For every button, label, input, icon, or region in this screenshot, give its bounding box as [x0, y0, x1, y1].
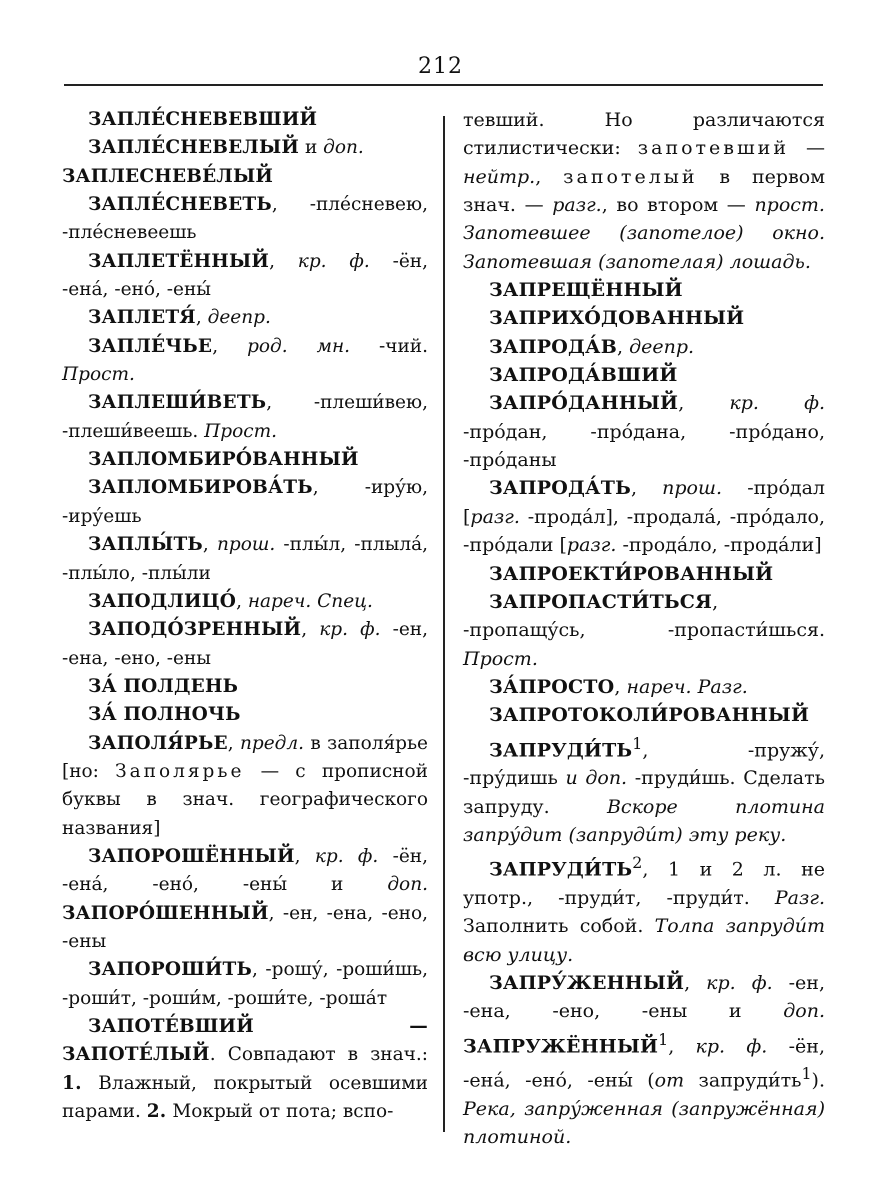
entry-text: -про́дан, -про́дана, -про́дано, -про́даны	[463, 420, 825, 472]
entry-text: Влажный, покрытый осевшими парами.	[62, 1072, 428, 1123]
spaced-word: запотевший	[637, 137, 789, 160]
headword: ЗА́ПРОСТО	[489, 675, 615, 698]
entry	[463, 701, 825, 729]
entry-text: ,	[294, 845, 315, 867]
entry	[463, 276, 825, 304]
entry-text: -ён, -ена́, -ено́, -ены́	[62, 250, 429, 301]
header-rule	[64, 84, 823, 86]
entry	[62, 389, 428, 446]
entry-text: запруди́ть	[684, 1069, 802, 1092]
headword: ЗАПЛЕ́ЧЬЕ	[88, 335, 213, 357]
entry-text: ,	[227, 732, 240, 754]
label-italic: нареч. Спец.	[247, 590, 373, 612]
entry-text: тевший. Но различаются стилистически:	[463, 109, 825, 160]
homonym-index: 1	[658, 1029, 669, 1049]
entry	[463, 969, 825, 1152]
headword: ЗАПРОДА́В	[489, 335, 617, 358]
entry-text: —	[789, 137, 825, 160]
entry	[62, 956, 428, 1013]
label-italic: нейтр.	[463, 165, 536, 188]
headword: ЗАПРИХО́ДОВАННЫЙ	[489, 307, 745, 330]
entry-text: — с прописной буквы в знач. географического названия]	[62, 760, 428, 839]
label-italic: разг.	[470, 505, 520, 528]
entry-text: -ен, -ена, -ено, -ены и	[463, 971, 825, 1023]
label-italic: доп.	[323, 137, 364, 159]
entry	[463, 333, 825, 361]
headword: ЗАПЛЕ́СНЕВЕВШИЙ	[88, 109, 318, 130]
entry-text: -про́дал [	[463, 477, 825, 528]
headword: ЗАПЛЕШИ́ВЕТЬ	[88, 392, 267, 414]
entry-text: , во втором —	[601, 194, 755, 217]
label-italic: кр. ф.	[706, 971, 773, 994]
entry	[62, 843, 428, 956]
headword-variant: ЗАПРУЖЁННЫЙ	[463, 1034, 659, 1057]
entry	[463, 588, 825, 673]
entry	[463, 560, 825, 588]
label-italic: предл.	[239, 732, 305, 754]
homonym-index: 1	[801, 1064, 812, 1084]
label-italic: доп.	[783, 1000, 825, 1023]
label-italic: Прост.	[204, 420, 278, 442]
label-italic: и доп.	[565, 767, 628, 790]
sense-number: 2.	[146, 1101, 167, 1123]
headword: ЗАПРО́ДАННЫЙ	[489, 392, 679, 415]
entry-text: ,	[630, 477, 663, 500]
entry	[62, 588, 428, 616]
headword: ЗАПЛЕ́СНЕВЕЛЫЙ	[88, 137, 300, 159]
label-italic: род. мн.	[247, 335, 351, 357]
headword: ЗА́ ПОЛДЕНЬ	[88, 675, 239, 697]
label-italic: Разг.	[774, 886, 825, 909]
entry-text: и	[299, 137, 324, 159]
entry-text: , -пле́сневею, -пле́сневеешь	[62, 194, 428, 244]
entry	[62, 673, 428, 701]
entry-text: Заполнить собой.	[463, 915, 655, 938]
page-number: 212	[418, 54, 463, 79]
entry-text: -прода́ло, -прода́ли]	[616, 534, 822, 557]
entry-text: ,	[202, 534, 217, 556]
headword: ЗАПРОДА́ТЬ	[489, 477, 631, 500]
entry-text: ,	[195, 307, 208, 329]
entry-text: ,	[301, 619, 320, 641]
entry-text: . Совпадают в знач.:	[209, 1044, 428, 1066]
label-italic: доп.	[387, 874, 428, 896]
entry-text: -ён, -ена́, -ено́, -ены́ (	[463, 1034, 825, 1092]
label-italic: кр. ф.	[314, 845, 379, 867]
entry-text: ,	[614, 675, 627, 698]
headword: ЗАПЛЕТЁННЫЙ	[88, 250, 270, 272]
headword: ЗАПОЛЯ́РЬЕ	[88, 732, 228, 754]
column-divider	[443, 116, 445, 1132]
headword: ЗАПОРОШИ́ТЬ	[88, 959, 252, 981]
entry	[62, 191, 428, 248]
headword: ЗАПЛЕ́СНЕВЕТЬ	[88, 194, 272, 216]
label-italic: от	[654, 1069, 685, 1092]
headword: ЗАПОРОШЁННЫЙ	[88, 845, 295, 867]
label-italic: нареч. Разг.	[626, 675, 748, 698]
example-italic: Река, запру́женная (запружённая) плотиной.	[463, 1098, 825, 1149]
entry-text: в первом знач. —	[463, 165, 825, 217]
entry-continuation	[463, 106, 825, 276]
headword: ЗАПЛЕСНЕВЕ́ЛЫЙ	[62, 165, 274, 187]
spaced-word: запотелый	[563, 165, 698, 188]
entry	[62, 333, 428, 390]
headword: ЗАПРУ́ЖЕННЫЙ	[489, 971, 685, 994]
entry	[463, 730, 825, 850]
headword: ЗАПОТЕ́ВШИЙ — ЗАПОТЕ́ЛЫЙ	[62, 1016, 428, 1066]
entry	[62, 531, 428, 588]
entry-text: , -пружу́, -пру́дишь	[463, 738, 825, 790]
label-italic: Прост.	[463, 647, 538, 670]
example-italic: Запотевшее (запотелое) окно. Запотевшая (запотелая) лошадь.	[463, 222, 825, 273]
headword: ЗАПРУДИ́ТЬ	[489, 858, 633, 881]
headword: ЗАПРЕЩЁННЫЙ	[489, 279, 683, 302]
homonym-index: 1	[632, 733, 643, 753]
entry	[62, 106, 428, 134]
left-column	[62, 106, 428, 1126]
entry	[62, 1013, 428, 1126]
entry-text: ,	[535, 165, 564, 188]
entry-text: ).	[811, 1069, 825, 1092]
spaced-word: Заполярье	[115, 760, 245, 782]
entry-text: ,	[269, 250, 298, 272]
entry	[62, 616, 428, 673]
example-italic: Толпа запруди́т всю улицу.	[463, 915, 825, 966]
entry	[463, 474, 825, 559]
headword-variant: ЗАПОРО́ШЕННЫЙ	[62, 902, 269, 924]
entry	[62, 730, 428, 843]
headword: ЗАПЛЕТЯ́	[88, 307, 196, 329]
label-italic: деепр.	[629, 335, 695, 358]
label-italic: прост.	[754, 194, 825, 217]
headword: ЗАПРУДИ́ТЬ	[489, 738, 633, 761]
entry-text: ,	[678, 392, 730, 415]
entry-text: , -плеши́вею, -плеши́веешь.	[62, 392, 428, 442]
entry-text: , 1 и 2 л. не употр., -пруди́т, -пруди́т.	[463, 858, 825, 909]
entry	[62, 304, 428, 332]
label-italic: кр. ф.	[729, 392, 825, 415]
sense-number: 1.	[62, 1072, 82, 1094]
entry	[463, 673, 825, 701]
headword: ЗАПЛЫ́ТЬ	[88, 534, 203, 556]
label-italic: Прост.	[62, 364, 135, 386]
label-italic: прош.	[662, 477, 723, 500]
entry	[463, 849, 825, 969]
label-italic: разг.	[552, 194, 602, 217]
entry	[62, 446, 428, 474]
label-italic: кр. ф.	[695, 1034, 768, 1057]
label-italic: кр. ф.	[297, 250, 370, 272]
entry-text: ,	[212, 335, 248, 357]
entry	[62, 701, 428, 729]
entry	[463, 389, 825, 474]
headword: ЗАПЛОМБИРОВА́ТЬ	[88, 477, 313, 499]
entry-text: Мокрый от пота; вспо-	[166, 1101, 394, 1123]
label-italic: деепр.	[207, 307, 271, 329]
entry-text: ,	[684, 971, 707, 994]
headword: ЗАПЛОМБИРО́ВАННЫЙ	[88, 449, 359, 471]
entry	[62, 163, 428, 191]
entry-text: -плы́л, -плыла́, -плы́ло, -плы́ли	[62, 534, 428, 584]
headword: ЗАПОДО́ЗРЕННЫЙ	[88, 619, 302, 641]
label-italic: кр. ф.	[319, 619, 381, 641]
right-column	[463, 106, 825, 1152]
entry	[62, 134, 428, 162]
entry-text: -чий.	[350, 335, 429, 357]
headword: ЗАПРОПАСТИ́ТЬСЯ	[489, 590, 713, 613]
entry	[463, 304, 825, 332]
entry-text: -ен, -ена, -ено, -ены	[62, 619, 429, 669]
headword: ЗА́ ПОЛНОЧЬ	[88, 704, 241, 726]
label-italic: разг.	[566, 534, 617, 557]
example-italic: Вскоре плотина запру́дит (запруди́т) эту реку.	[463, 795, 825, 846]
entry-text: -пруди́шь. Сделать запруду.	[463, 767, 825, 818]
entry-text: ,	[668, 1034, 696, 1057]
entry-text: в заполя́рье [но:	[62, 732, 428, 782]
entry	[62, 474, 428, 531]
headword: ЗАПОДЛИЦО́	[88, 590, 237, 612]
entry-text: , -ен, -ена, -ено, -ены	[62, 902, 428, 952]
headword: ЗАПРОЕКТИ́РОВАННЫЙ	[489, 562, 774, 585]
headword: ЗАПРОТОКОЛИ́РОВАННЫЙ	[489, 704, 810, 727]
entry-text: , -иру́ю, -иру́ешь	[62, 477, 428, 527]
entry-text: -прода́л], -продала́, -про́дало, -про́дали [	[463, 505, 825, 557]
entry-text: , -рошу́, -роши́шь, -роши́т, -роши́м, -роши́те, -роша́т	[62, 959, 428, 1009]
entry-text: -ён, -ена́, -ено́, -ены́ и	[62, 845, 428, 896]
entry	[62, 248, 428, 305]
entry-text: ,	[236, 590, 248, 612]
label-italic: прош.	[216, 534, 276, 556]
entry-text: , -пропащу́сь, -пропасти́шься.	[463, 590, 825, 642]
entry-text: ,	[617, 335, 630, 358]
homonym-index: 2	[632, 853, 643, 873]
headword: ЗАПРОДА́ВШИЙ	[489, 364, 678, 387]
entry	[463, 361, 825, 389]
